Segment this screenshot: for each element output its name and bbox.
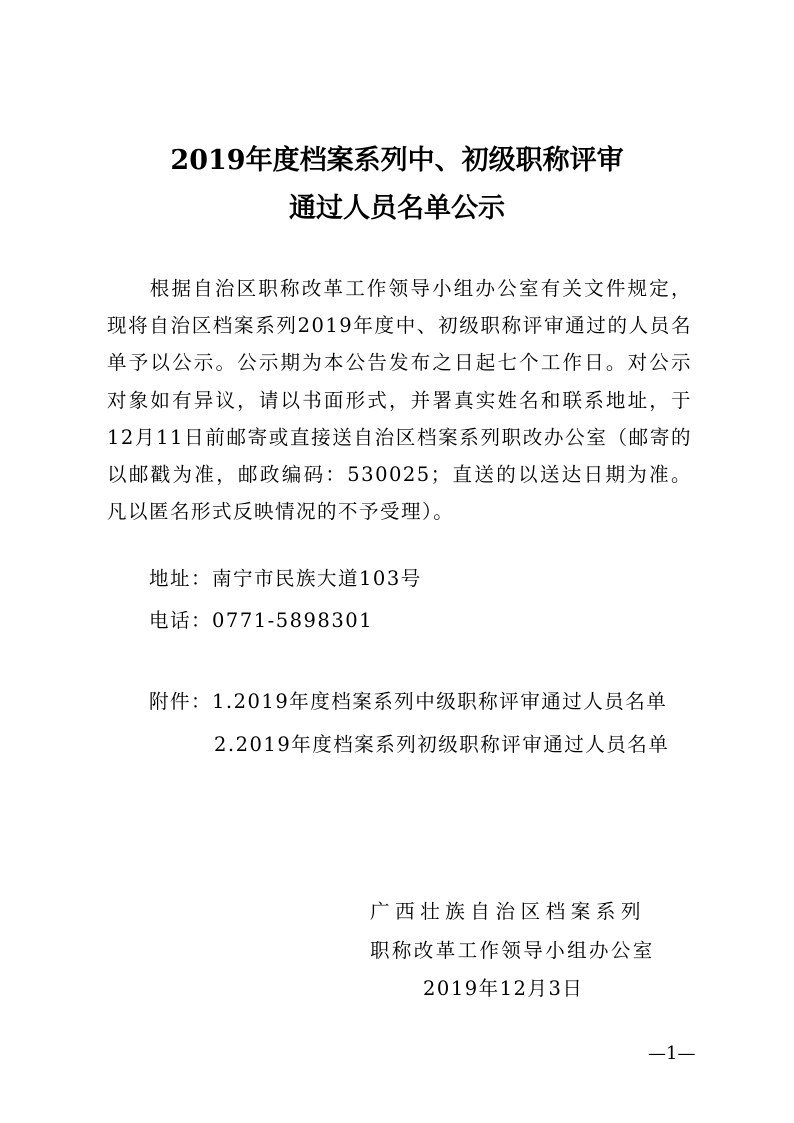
document-title-line2: 通过人员名单公示 xyxy=(289,193,505,224)
signature-date: 2019年12月3日 xyxy=(423,977,584,1000)
signature-organization-line1: 广西壮族自治区档案系列 xyxy=(370,900,647,923)
announcement-body-text: 根据自治区职称改革工作领导小组办公室有关文件规定，现将自治区档案系列2019年度中、初级职称评审通过的人员名单予以公示。公示期为本公告发布之日起七个工作日。对公示对象如有异议，请以书面形式，并署真实姓名和联系地址，于12月11日前邮寄或直接送自治区档案系列职改办公室（邮寄的以邮戳为准，邮政编码：530025；直送的以送达日期为准。凡以匿名形式反映情况的不予受理）。 xyxy=(107,277,692,524)
contact-phone: 电话：0771-5898301 xyxy=(149,609,374,632)
page-number: —1— xyxy=(648,1043,696,1064)
contact-address: 地址：南宁市民族大道103号 xyxy=(149,567,422,590)
attachment-item-1: 附件：1.2019年度档案系列中级职称评审通过人员名单 xyxy=(149,690,668,713)
announcement-body xyxy=(107,270,692,530)
signature-organization-line2: 职称改革工作领导小组办公室 xyxy=(370,939,655,962)
attachment-item-2: 2.2019年度档案系列初级职称评审通过人员名单 xyxy=(214,733,670,756)
document-title-line1: 2019年度档案系列中、初级职称评审 xyxy=(170,145,624,176)
